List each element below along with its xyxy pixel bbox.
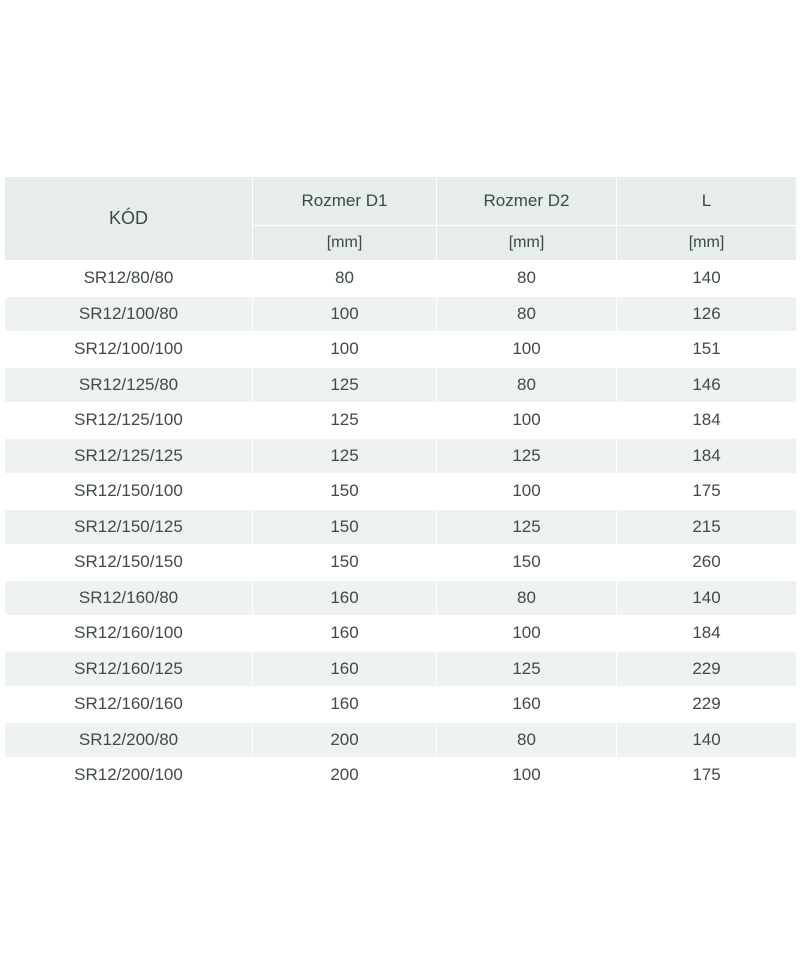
cell-d2: 80 — [437, 580, 617, 616]
cell-l: 126 — [617, 296, 797, 332]
cell-l: 151 — [617, 332, 797, 368]
header-row-titles — [5, 177, 797, 226]
cell-l: 260 — [617, 545, 797, 581]
cell-d1: 125 — [253, 367, 437, 403]
cell-code: SR12/150/150 — [5, 545, 253, 581]
cell-code: SR12/80/80 — [5, 261, 253, 297]
cell-d1: 100 — [253, 296, 437, 332]
cell-d2: 100 — [437, 758, 617, 794]
cell-code: SR12/200/100 — [5, 758, 253, 794]
table-row — [5, 758, 797, 794]
cell-code: SR12/160/125 — [5, 651, 253, 687]
table-row — [5, 545, 797, 581]
cell-d1: 200 — [253, 722, 437, 758]
cell-l: 184 — [617, 438, 797, 474]
cell-code: SR12/125/80 — [5, 367, 253, 403]
cell-code: SR12/100/100 — [5, 332, 253, 368]
cell-d2: 80 — [437, 367, 617, 403]
cell-l: 175 — [617, 758, 797, 794]
cell-code: SR12/125/100 — [5, 403, 253, 439]
cell-d2: 100 — [437, 332, 617, 368]
cell-code: SR12/160/160 — [5, 687, 253, 723]
cell-code: SR12/100/80 — [5, 296, 253, 332]
cell-code: SR12/150/100 — [5, 474, 253, 510]
table-body — [5, 261, 797, 794]
cell-d1: 200 — [253, 758, 437, 794]
header-cell-l-title: L — [617, 177, 797, 226]
spec-table — [4, 176, 797, 794]
header-cell-l-unit: [mm] — [617, 226, 797, 261]
cell-d1: 80 — [253, 261, 437, 297]
cell-code: SR12/200/80 — [5, 722, 253, 758]
cell-d2: 125 — [437, 509, 617, 545]
cell-l: 140 — [617, 722, 797, 758]
cell-l: 229 — [617, 651, 797, 687]
cell-d1: 150 — [253, 474, 437, 510]
cell-l: 215 — [617, 509, 797, 545]
spec-table-container — [4, 176, 796, 794]
table-row — [5, 616, 797, 652]
cell-l: 140 — [617, 261, 797, 297]
header-cell-d1-title: Rozmer D1 — [253, 177, 437, 226]
cell-d1: 125 — [253, 438, 437, 474]
table-header — [5, 177, 797, 261]
table-row — [5, 722, 797, 758]
cell-l: 140 — [617, 580, 797, 616]
cell-d1: 125 — [253, 403, 437, 439]
table-row — [5, 651, 797, 687]
cell-d1: 160 — [253, 651, 437, 687]
cell-d1: 160 — [253, 616, 437, 652]
table-row — [5, 687, 797, 723]
table-row — [5, 296, 797, 332]
cell-d1: 160 — [253, 580, 437, 616]
cell-code: SR12/125/125 — [5, 438, 253, 474]
cell-code: SR12/160/80 — [5, 580, 253, 616]
table-row — [5, 438, 797, 474]
cell-d2: 100 — [437, 403, 617, 439]
table-row — [5, 509, 797, 545]
table-row — [5, 261, 797, 297]
header-cell-d2-unit: [mm] — [437, 226, 617, 261]
cell-code: SR12/150/125 — [5, 509, 253, 545]
cell-d2: 80 — [437, 296, 617, 332]
cell-code: SR12/160/100 — [5, 616, 253, 652]
cell-d2: 160 — [437, 687, 617, 723]
table-row — [5, 474, 797, 510]
header-cell-code: KÓD — [5, 177, 253, 261]
cell-d2: 80 — [437, 261, 617, 297]
cell-d2: 80 — [437, 722, 617, 758]
cell-l: 184 — [617, 616, 797, 652]
cell-d2: 100 — [437, 474, 617, 510]
table-row — [5, 403, 797, 439]
header-cell-d1-unit: [mm] — [253, 226, 437, 261]
cell-d2: 125 — [437, 651, 617, 687]
table-row — [5, 332, 797, 368]
cell-l: 229 — [617, 687, 797, 723]
cell-d2: 125 — [437, 438, 617, 474]
cell-l: 146 — [617, 367, 797, 403]
cell-d2: 150 — [437, 545, 617, 581]
cell-d1: 100 — [253, 332, 437, 368]
cell-d1: 160 — [253, 687, 437, 723]
cell-d2: 100 — [437, 616, 617, 652]
header-cell-d2-title: Rozmer D2 — [437, 177, 617, 226]
cell-d1: 150 — [253, 509, 437, 545]
table-row — [5, 580, 797, 616]
cell-l: 175 — [617, 474, 797, 510]
cell-l: 184 — [617, 403, 797, 439]
cell-d1: 150 — [253, 545, 437, 581]
table-row — [5, 367, 797, 403]
